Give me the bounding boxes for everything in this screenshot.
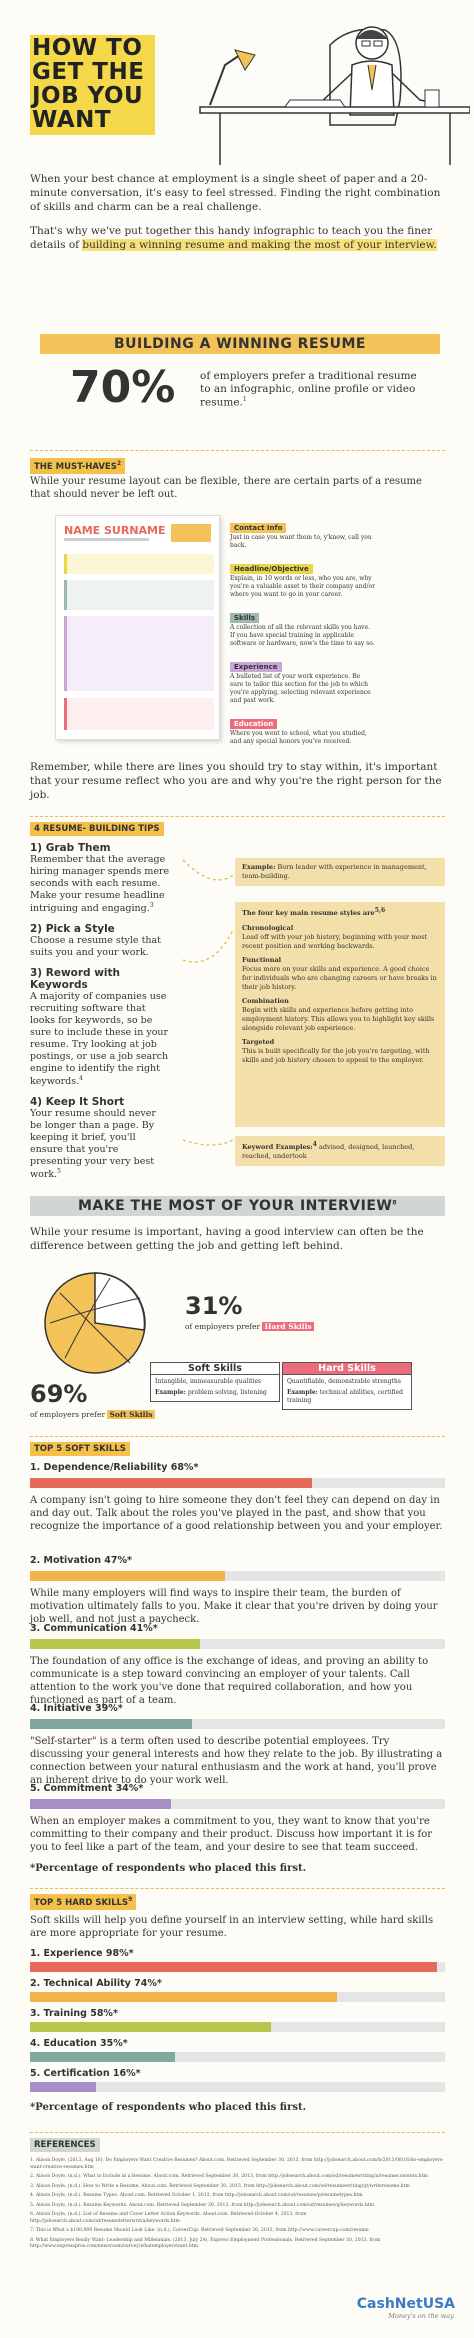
skill-bar-fill bbox=[30, 2082, 96, 2092]
tips-list bbox=[30, 842, 180, 1189]
person-at-desk-illustration bbox=[180, 5, 470, 170]
tip-item bbox=[30, 923, 180, 959]
references-label: REFERENCES bbox=[30, 2138, 100, 2152]
tip-heading: 2) Pick a Style bbox=[30, 923, 115, 936]
pie-ball-illustration bbox=[40, 1268, 150, 1378]
skill-bar-fill bbox=[30, 1478, 312, 1488]
soft-skills-footnote: *Percentage of respondents who placed this first. bbox=[30, 1863, 307, 1874]
keyword-examples-card: Keyword Examples:$^4$ advised, designed, launched, reached, undertook bbox=[235, 1136, 445, 1166]
soft-skill-item: 2. Motivation 47%* While many employers will find ways to inspire their team, the burden of motivation ultimately falls to you. Make it clear that you're driven by doing your job well, and not just a paycheck. bbox=[30, 1555, 445, 1623]
reference-item: 1. Alison Doyle, (2013, Aug 16). Do Employers Want Creative Resumes? About.com. Retrieved September 30, 2013, from http://jobsearch.about.com/b/2013/08/16/do-employers-want-creative-resumes.htm bbox=[30, 2158, 444, 2170]
tip-text: Choose a resume style that suits you and your work. bbox=[30, 935, 161, 959]
intro-paragraph-1: When your best chance at employment is a single sheet of paper and a 20-minute conversation, it's easy to feel stressed. Finding the right combination of skills and charm can be a real challenge. bbox=[30, 173, 441, 213]
title-line-1: HOW TO bbox=[32, 35, 143, 61]
resume-part-contact bbox=[230, 515, 445, 550]
soft-skill-item: 1. Dependence/Reliability 68%* A company isn't going to hire someone they don't feel they can depend on day in and day out. Talk about the roles you've played in the past, and show that you recognize the importance of a good relationship between you and your employer. bbox=[30, 1462, 445, 1555]
resume-part-text: Where you went to school, what you studied, and any special honors you've received. bbox=[230, 730, 367, 745]
hard-skills-pref: of employers prefer Hard Skills bbox=[185, 1322, 312, 1331]
style-item: Functional Focus more on your skills and experience. A good choice for individuals who are changing careers or have breaks in their job history. bbox=[242, 956, 437, 992]
tips-connector bbox=[178, 850, 238, 1180]
style-item: Combination Begin with skills and experience before getting into employment history. This allows you to highlight key skills alongside relevant job experience. bbox=[242, 997, 435, 1033]
resume-part-text: Just in case you want them to, y'know, call you back. bbox=[230, 534, 372, 549]
hard-skill-example: Example: technical abilities, certified training bbox=[287, 1389, 404, 1404]
resume-part-objective bbox=[230, 556, 445, 599]
resume-part-label: Education bbox=[230, 719, 277, 729]
soft-skills-pct: 69% bbox=[30, 1380, 88, 1408]
tip-heading: 1) Grab Them bbox=[30, 842, 111, 854]
resume-part-label: Headline/Objective bbox=[230, 564, 313, 574]
resume-part-text: A collection of all the relevant skills you have. If you have special training in applicable software or hardware, now's the time to say so. bbox=[230, 624, 375, 647]
hard-skill-item: 3. Training 58%* bbox=[30, 2008, 445, 2038]
resume-part-skills bbox=[230, 605, 445, 648]
reference-item: 6. Alison Doyle, (n.d.). List of Resume and Cover Letter Action Keywords. About.com. Retrieved October 4, 2013, from http://jobsearch.about.com/od/resumeletterwrit/a/keywords.htm bbox=[30, 2212, 307, 2224]
brand-tagline: Money's on the way. bbox=[388, 2312, 455, 2320]
intro-text bbox=[30, 172, 450, 262]
soft-skill-item: 3. Communication 41%* The foundation of any office is the exchange of ideas, and proving an ability to communicate is a step toward convincing an employer of your talents. Call attention to the work you've done that required collaboration, and how you functioned as part of a team. bbox=[30, 1623, 445, 1703]
resume-part-label: Contact Info bbox=[230, 523, 286, 533]
sample-resume-education bbox=[64, 698, 214, 730]
hard-skill-item: 2. Technical Ability 74%* bbox=[30, 1978, 445, 2008]
sample-line bbox=[64, 538, 149, 541]
resume-closing-text: Remember, while there are lines you should try to stay within, it's important that your resume reflect who you are and why you're the right person for the job. bbox=[30, 761, 442, 801]
hard-skills-list bbox=[30, 1948, 445, 2113]
tip-text: A majority of companies use recruiting software that looks for keywords, so be sure to include these in your resume. Try looking at job postings, or use a job search engine to identify the right keywords.$^4$ bbox=[30, 991, 169, 1088]
reference-item: 5. Alison Doyle, (n.d.). Resume Keywords. About.com. Retrieved September 30, 2013, from http://jobsearch.about.com/od/resumes/g/keywords.htm bbox=[30, 2202, 374, 2208]
must-haves-text: While your resume layout can be flexible, there are certain parts of a resume that should never be left out. bbox=[30, 476, 422, 500]
resume-stat-value: 70% bbox=[70, 362, 176, 413]
reference-item: 4. Alison Doyle, (n.d.). Resume Types. About.com. Retrieved October 1, 2013, from http://jobsearch.about.com/od/resumes/p/resumetypes.htm bbox=[30, 2193, 363, 2198]
resume-section-banner: BUILDING A WINNING RESUME bbox=[40, 334, 440, 354]
resume-stat-text: of employers prefer a traditional resume to an infographic, online profile or video resume.$^1$ bbox=[200, 370, 417, 409]
sample-resume-name: NAME SURNAME bbox=[64, 524, 166, 537]
soft-skills-column: Soft Skills Intangible, immeasurable qualities Example: problem solving, listening bbox=[150, 1362, 280, 1402]
reference-item: 2. Alison Doyle, (n.d.). What to Include in a Resume. About.com. Retrieved September 30, 2013, from http://jobsearch.about.com/od/resumewriting/a/resumecontents.htm bbox=[30, 2174, 428, 2179]
must-haves-label: THE MUST-HAVES$^2$ bbox=[30, 458, 125, 474]
skill-bar-fill bbox=[30, 1719, 192, 1729]
hard-skill-item: 5. Certification 16%* bbox=[30, 2068, 445, 2098]
resume-part-experience bbox=[230, 654, 445, 705]
title-line-3: JOB YOU bbox=[32, 83, 144, 109]
skill-bar-fill bbox=[30, 1639, 200, 1649]
resume-part-education bbox=[230, 711, 445, 746]
tip-heading: 4) Keep It Short bbox=[30, 1096, 125, 1109]
divider bbox=[30, 450, 445, 451]
skill-bar-fill bbox=[30, 2022, 271, 2032]
hard-skill-item: 1. Experience 98%* bbox=[30, 1948, 445, 1978]
reference-item: 7. This is What a $100,000 Resume Should Look Like. (n.d.). CareerCup. Retrieved September 30, 2013, from http://www.careercup.com/resume bbox=[30, 2228, 369, 2233]
page-title bbox=[32, 36, 144, 132]
resume-part-label: Experience bbox=[230, 662, 282, 672]
soft-skills-pref: of employers prefer Soft Skills bbox=[30, 1410, 153, 1419]
resume-part-text: Explain, in 10 words or less, who you are, why you're a valuable asset to their company and/or where you want to go in your career. bbox=[230, 575, 375, 598]
skill-bar-fill bbox=[30, 1571, 225, 1581]
soft-skill-item: 4. Initiative 39%* "Self-starter" is a term often used to describe potential employees. Try discussing your general interests and how they relate to the job. By illustrating a connection between your natural enthusiasm and the work at hand, you'll prove an inherent drive to do your work well. bbox=[30, 1703, 445, 1783]
interview-intro: While your resume is important, having a good interview can often be the difference between getting the job and getting left behind. bbox=[30, 1226, 424, 1252]
hard-skills-column: Hard Skills Quantifiable, demonstrable strengths Example: technical abilities, certified training bbox=[282, 1362, 412, 1410]
soft-skill-item: 5. Commitment 34%* When an employer makes a commitment to you, they want to know that you're committing to their company and their product. Discuss how important it is for you to feel like a part of the team, and your desire to see that team succeed. bbox=[30, 1783, 445, 1863]
footer-logo[interactable] bbox=[355, 2296, 455, 2320]
sample-resume-contact bbox=[171, 524, 211, 542]
divider bbox=[30, 816, 445, 817]
soft-skill-example: Example: problem solving, listening bbox=[155, 1389, 267, 1396]
soft-skills-label: TOP 5 SOFT SKILLS bbox=[30, 1442, 130, 1456]
sample-resume-experience bbox=[64, 616, 214, 691]
style-item: Chronological Lead off with your job history, beginning with your most recent position and working backwards. bbox=[242, 924, 428, 951]
skill-bar-fill bbox=[30, 1962, 437, 1972]
sample-resume bbox=[55, 515, 220, 740]
reference-item: 8. What Employers Really Want: Leadership and Millennials. (2013, July 24). Express Employment Professionals. Retrieved September 30, 2013, from http://www.expresspros.com/newsroom/survey/whatemployerswant.htm bbox=[30, 2237, 381, 2249]
references-list bbox=[30, 2158, 445, 2254]
hard-skills-label: TOP 5 HARD SKILLS$^9$ bbox=[30, 1894, 136, 1910]
resume-part-text: A bulleted list of your work experience. Be sure to tailor this section for the job to which you're applying, selecting relevant experience and past work. bbox=[230, 673, 371, 704]
styles-title: The four key main resume styles are$^{5,6}$ bbox=[242, 907, 386, 918]
divider bbox=[30, 1888, 445, 1889]
title-line-4: WANT bbox=[32, 107, 112, 133]
hard-skills-footnote: *Percentage of respondents who placed this first. bbox=[30, 2102, 307, 2113]
skill-bar-fill bbox=[30, 1992, 337, 2002]
tip-heading: 3) Reword with Keywords bbox=[30, 967, 121, 992]
divider bbox=[30, 2132, 445, 2133]
tip-text: Remember that the average hiring manager spends mere seconds with each resume. Make your resume headline intriguing and engaging.$^3$ bbox=[30, 854, 170, 915]
brand-name: CashNetUSA bbox=[356, 2296, 455, 2312]
tip-item bbox=[30, 967, 180, 1088]
tip-item bbox=[30, 842, 180, 915]
tips-label: 4 RESUME- BUILDING TIPS bbox=[30, 822, 164, 836]
sample-resume-objective bbox=[64, 554, 214, 574]
skill-bar-fill bbox=[30, 2052, 175, 2062]
skill-bar-fill bbox=[30, 1799, 171, 1809]
tip-item bbox=[30, 1096, 180, 1181]
intro-highlight: building a winning resume and making the most of your interview. bbox=[82, 239, 437, 251]
example-headline-card: Example: Born leader with experience in management, team-building. bbox=[235, 858, 445, 886]
title-line-2: GET THE bbox=[32, 59, 145, 85]
soft-skills-list bbox=[30, 1462, 445, 1874]
tip-text: Your resume should never be longer than a page. By keeping it brief, you'll ensure that you're presenting your very best work.$^5$ bbox=[30, 1108, 156, 1181]
hard-skill-item: 4. Education 35%* bbox=[30, 2038, 445, 2068]
style-item: Targeted This is built specifically for the job you're targeting, with skills and job history chosen to appeal to the employer. bbox=[242, 1038, 430, 1065]
keyword-label: Keyword Examples:$^4$ bbox=[242, 1141, 317, 1152]
resume-styles-card bbox=[235, 902, 445, 1127]
hard-skills-pct: 31% bbox=[185, 1292, 243, 1320]
hard-skills-intro: Soft skills will help you define yourself in an interview setting, while hard skills are more appropriate for your resume. bbox=[30, 1915, 434, 1939]
resume-parts-list bbox=[230, 515, 445, 752]
intro-paragraph-2: That's why we've put together this handy infographic to teach you the finer details of building a winning resume and making the most of your interview. bbox=[30, 225, 437, 251]
sample-resume-skills bbox=[64, 580, 214, 610]
reference-item: 3. Alison Doyle, (n.d.). How to Write a Resume. About.com. Retrieved September 30, 2013, from http://jobsearch.about.com/od/resumewriting/qt/writeresume.htm bbox=[30, 2183, 410, 2189]
resume-part-label: Skills bbox=[230, 613, 259, 623]
divider bbox=[30, 1436, 445, 1437]
interview-section-banner: MAKE THE MOST OF YOUR INTERVIEW$^8$ bbox=[30, 1196, 445, 1216]
